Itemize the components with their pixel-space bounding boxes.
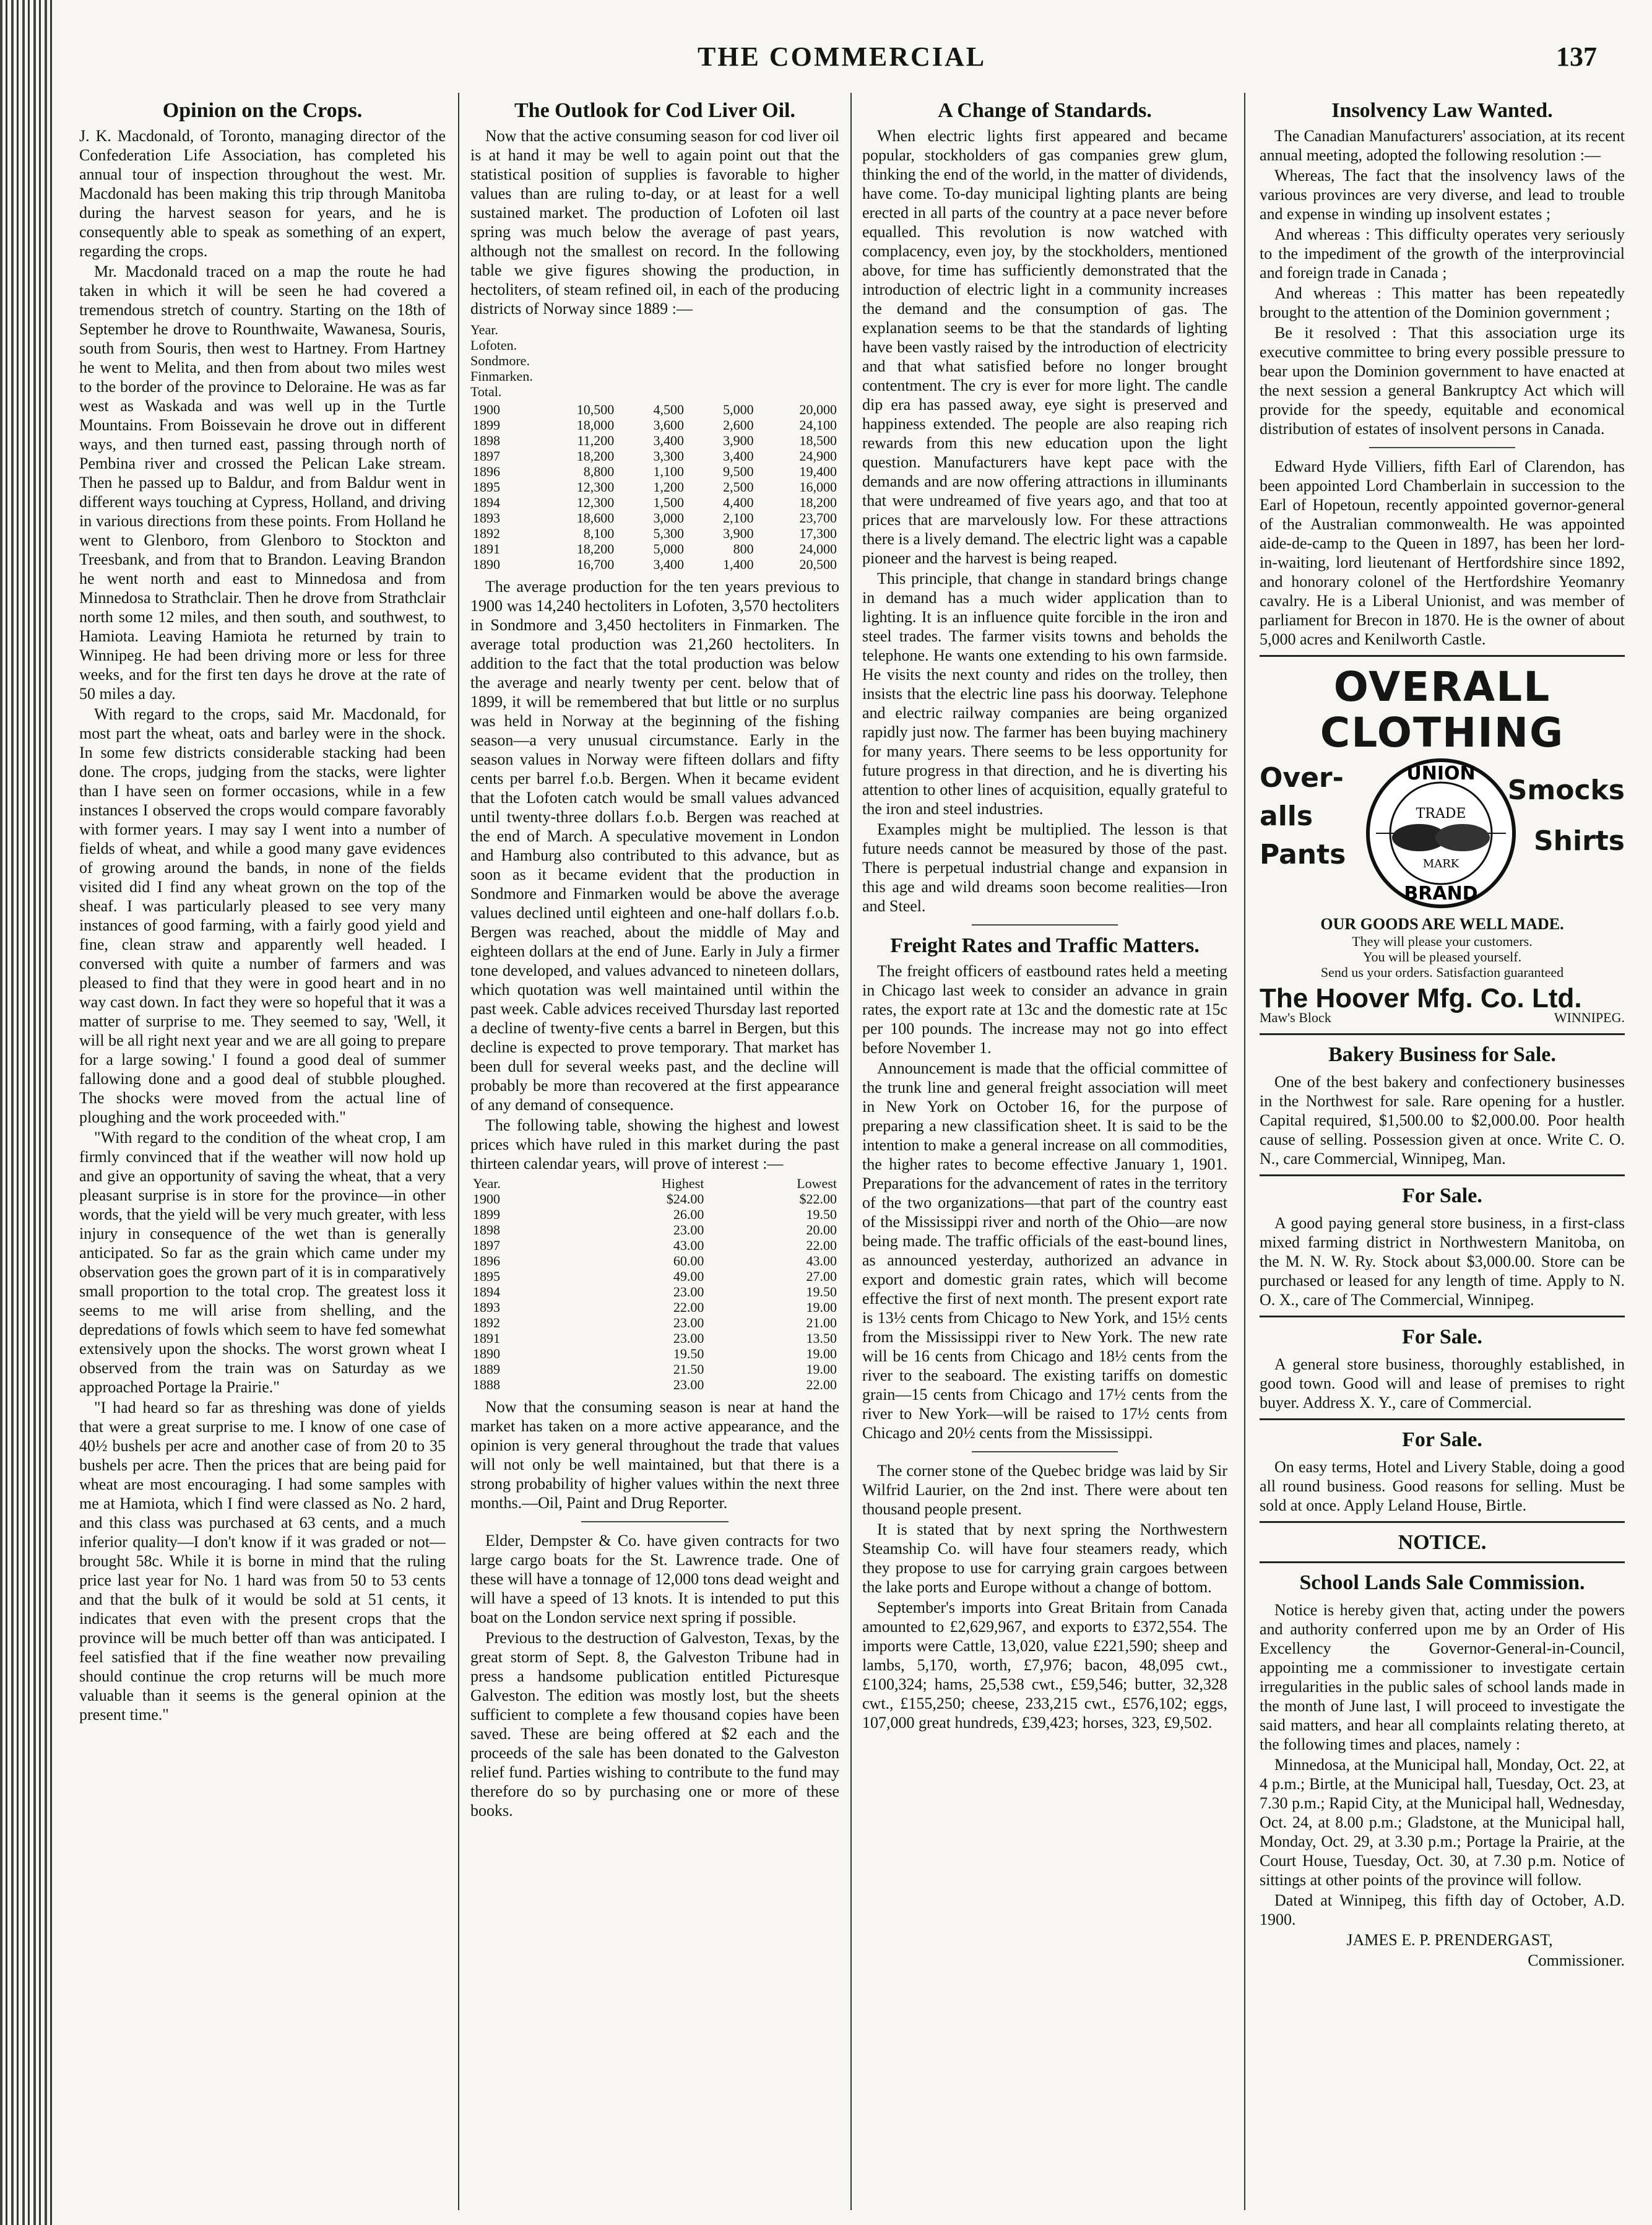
- table-cell: 3,400: [653, 557, 684, 572]
- divider: [972, 924, 1118, 926]
- table-header: Lowest: [797, 1176, 837, 1191]
- table-cell: 18,000: [576, 417, 615, 433]
- paragraph: Now that the consuming season is near at hand the market has taken on a more active appearance, and the opinion is very general throughout the trade that values will not only be well maintained, but that there is a strong probability of higher values within the next three months.—Oil, Paint and Drug Reporter.: [470, 1398, 839, 1512]
- table-row: [470, 433, 839, 448]
- table-label: Sondmore.: [470, 353, 530, 368]
- ad-word: Smocks: [1507, 774, 1625, 806]
- column-rule: [850, 93, 852, 2210]
- column-rule: [458, 93, 459, 2210]
- table-cell: 5,000: [653, 541, 684, 557]
- paragraph: The corner stone of the Quebec bridge was laid by Sir Wilfrid Laurier, on the 2nd inst. There were about ten thousand people present.: [862, 1462, 1227, 1518]
- table-row: [470, 510, 839, 526]
- table-row: [470, 1330, 839, 1346]
- table-cell: 1,100: [653, 464, 684, 479]
- table-cell: 3,600: [653, 417, 684, 433]
- table-cell: 4,400: [723, 495, 754, 510]
- paragraph: The following table, showing the highest and lowest prices which have ruled in this market during the past thirteen calendar years, will prove of interest :—: [470, 1116, 839, 1173]
- article-title: The Outlook for Cod Liver Oil.: [514, 99, 795, 122]
- table-cell: 24,100: [799, 417, 837, 433]
- table-cell: 3,400: [653, 433, 684, 448]
- table-cell: 18,200: [576, 541, 615, 557]
- table-cell: 8,800: [583, 464, 615, 479]
- table-cell: 43.00: [673, 1238, 704, 1253]
- table-cell: 22.00: [673, 1299, 704, 1315]
- table-cell: 20,000: [799, 402, 837, 417]
- table-cell: 19.00: [806, 1361, 837, 1377]
- table-cell: 1897: [473, 448, 500, 464]
- notice-title: NOTICE.: [1398, 1531, 1487, 1554]
- seal-bottom-text: BRAND: [1404, 883, 1478, 904]
- ad-rule: [1260, 1418, 1625, 1420]
- table-cell: 23.00: [673, 1315, 704, 1330]
- ad-word: Pants: [1260, 839, 1346, 870]
- ad-title: OVERALL CLOTHING: [1320, 663, 1565, 757]
- paragraph: Be it resolved : That this association urge its executive committee to bring every possible pressure to bear upon the Dominion government to have enacted at the next session a general Bankruptcy Act which will provide for the speedy, equitable and economical distribution of estates of insolvent persons in Canada.: [1260, 324, 1625, 438]
- ad-word: alls: [1260, 800, 1313, 832]
- table-cell: 2,100: [723, 510, 754, 526]
- table-cell: 3,300: [653, 448, 684, 464]
- table-cell: 1900: [473, 1191, 500, 1207]
- table-cell: 23,700: [799, 510, 837, 526]
- table-cell: 800: [733, 541, 754, 557]
- sale-title: For Sale.: [1402, 1325, 1482, 1348]
- sale-text: A good paying general store business, in a first-class mixed farming district in Northwestern Manitoba, on the M. N. W. Ry. Stock about $3,000.00. Store can be purchased or leased for any length of time. Apply to N. O. X., care of The Commercial, Winnipeg.: [1260, 1214, 1625, 1309]
- table-row: [470, 448, 839, 464]
- table-cell: 1897: [473, 1238, 500, 1253]
- table-cell: 1896: [473, 1253, 500, 1269]
- table-cell: 5,000: [723, 402, 754, 417]
- table-row: [470, 1377, 839, 1392]
- sale-title: For Sale.: [1402, 1428, 1482, 1451]
- paragraph: With regard to the crops, said Mr. Macdonald, for most part the wheat, oats and barley were in the shock. In some few districts considerable stacking had been done. The crops, judging from the stacks, were lighter than I have seen on former occasions, while in a few instances I observed the crops would compare favorably with former years. I may say I went into a number of fields of wheat, and while a good many gave evidences of growing around the bands, in none of the fields visited did I find any wheat grown on the top of the sheaf. I was particularly pleased to see very many instances of good farming, with a fairly good yield and fine, clean straw and apparently well headed. I conversed with quite a number of farmers and was pleased to find that they were in good heart and in no way cast down. In fact they were so hopeful that it was a matter of surprise to me. They seemed to say, 'Well, it will be all right next year and we are all going to prepare for a large sowing.' I found a good deal of summer fallowing done and a good deal of stubble ploughed. The shocks were moved from the actual line of ploughing and the work proceeded with.": [79, 705, 446, 1126]
- table-cell: 1893: [473, 510, 500, 526]
- table-label: Year.: [470, 322, 498, 337]
- column-cod-liver-oil: [470, 93, 839, 2210]
- table-cell: 43.00: [806, 1253, 837, 1269]
- ad-word: Over-: [1260, 762, 1344, 794]
- table-row: [470, 1191, 839, 1207]
- table-cell: 1899: [473, 417, 500, 433]
- table-cell: 19,400: [799, 464, 837, 479]
- table-cell: 9,500: [723, 464, 754, 479]
- table-cell: 4,500: [653, 402, 684, 417]
- ad-rule: [1260, 1561, 1625, 1563]
- table-cell: 23.00: [673, 1377, 704, 1392]
- table-row: [470, 479, 839, 495]
- ad-rule: [1260, 1316, 1625, 1317]
- paragraph: Edward Hyde Villiers, fifth Earl of Clarendon, has been appointed Lord Chamberlain in succession to the Earl of Hopetoun, recently appointed governor-general of the Australian commonwealth. He was appointed aide-de-camp to the Queen in 1897, has been her lord-in-waiting, lord lieutenant of Hertfordshire since 1892, and honorary colonel of the Hertfordshire Yeomanry cavalry. He is a Liberal Unionist, and was member of parliament for Brecon in 1870. He is the owner of about 5,000 acres and Kenilworth Castle.: [1260, 458, 1625, 648]
- ad-subline: You will be pleased yourself.: [1362, 949, 1522, 965]
- paragraph: Previous to the destruction of Galveston, Texas, by the great storm of Sept. 8, the Galveston Tribune had in press a handsome publication entitled Picturesque Galveston. The edition was mostly lost, but the sheets sufficient to complete a few thousand copies have been saved. These are being offered at $2 each and the proceeds of the sale has been donated to the Galveston relief fund. Parties wishing to contribute to the fund may therefore do so by purchasing one or more of these books.: [470, 1629, 839, 1819]
- ad-rule: [1260, 655, 1625, 657]
- table-cell: 1891: [473, 1330, 500, 1346]
- table-cell: 16,000: [799, 479, 837, 495]
- masthead-title: THE COMMERCIAL: [697, 41, 987, 72]
- table-cell: 1892: [473, 526, 500, 541]
- table-row: [470, 417, 839, 433]
- paragraph: The freight officers of eastbound rates held a meeting in Chicago last week to consider an advance in grain rates, the export rate at 13c and the domestic rate at 15c per 100 pounds. The increase may not go into effect before November 1.: [862, 962, 1227, 1057]
- table-cell: 18,500: [799, 433, 837, 448]
- table-cell: 1892: [473, 1315, 500, 1330]
- table-cell: 18,600: [576, 510, 615, 526]
- table-cell: 1894: [473, 1284, 500, 1299]
- page-header: [62, 41, 1622, 84]
- table-cell: 19.50: [673, 1346, 704, 1361]
- table-cell: 1890: [473, 1346, 500, 1361]
- table-cell: 1899: [473, 1207, 500, 1222]
- sale-title: Bakery Business for Sale.: [1328, 1043, 1556, 1066]
- table-row: [470, 1361, 839, 1377]
- table-cell: 22.00: [806, 1238, 837, 1253]
- address-city: WINNIPEG.: [1554, 1010, 1625, 1025]
- paragraph: "With regard to the condition of the wheat crop, I am firmly convinced that if the weather will now hold up and give an opportunity of saving the wheat, that a very pleasant surprise is in store for the province—in other words, that the yield will be very much greater, with less injury in consequence of the wet than is generally anticipated. So far as the grain which came under my observation goes the grown part of it is in comparatively small proportion to the total crop. The greatest loss it seems to me will arise from shelling, and the depredations of fowls which seem to have fed somewhat extensively upon the shocks. The worst grown wheat I observed from the train was on Saturday as we approached Portage la Prairie.": [79, 1129, 446, 1396]
- table-cell: 3,400: [723, 448, 754, 464]
- table-cell: 1888: [473, 1377, 500, 1392]
- table-cell: 49.00: [673, 1269, 704, 1284]
- table-cell: 26.00: [673, 1207, 704, 1222]
- ad-rule: [1260, 1521, 1625, 1523]
- paragraph: And whereas : This matter has been repeatedly brought to the attention of the Dominion government ;: [1260, 284, 1625, 321]
- price-table: [470, 1176, 839, 1392]
- table-cell: 1,500: [653, 495, 684, 510]
- paragraph: When electric lights first appeared and became popular, stockholders of gas companies grew glum, thinking the end of the world, in the matter of dividends, have come. To-day municipal lighting plants are being erected in all parts of the country at a pace never before equalled. This revolution is now watched with complacency, even joy, by the stockholders, mentioned above, for time has sufficiently demonstrated that the introduction of electric light in a community increases the demand and the consumption of gas. The explanation seems to be that the standards of lighting have been vastly raised by the introduction of electricity and that what satisfied before no longer brought contentment. The cry is ever for more light. The candle dip era has passed away, eye sight is preserved and happiness extended. The people are also reaping rich rewards from this new education upon the light question. Manufacturers have kept pace with the demands and are now offering attractions in illuminants that were undreamed of five years ago, and that too at prices that are marvelously low. For these attractions there is a lively demand. The electric light was a capable pioneer and the harvest is being reaped.: [862, 127, 1227, 567]
- table-cell: 1890: [473, 557, 500, 572]
- ad-rule: [1260, 1033, 1625, 1035]
- table-cell: 19.00: [806, 1346, 837, 1361]
- table-row: [470, 1315, 839, 1330]
- seal-mid-text: TRADE: [1416, 806, 1466, 822]
- table-cell: 19.50: [806, 1207, 837, 1222]
- ad-word: Shirts: [1533, 825, 1625, 857]
- paragraph: Now that the active consuming season for cod liver oil is at hand it may be well to again point out that the statistical position of supplies is favorable to higher values than are ruling to-day, or at least for a well sustained market. The production of Lofoten oil last spring was much below the average of past years, although not the smallest on record. In the following table we give figures showing the production, in hectoliters, of steam refined oil, in each of the producing districts of Norway since 1889 :—: [470, 127, 839, 318]
- paragraph: Elder, Dempster & Co. have given contracts for two large cargo boats for the St. Lawrence trade. One of these will have a tonnage of 12,000 tons dead weight and will have a speed of 13 knots. It is intended to put this boat on the London service next spring if possible.: [470, 1532, 839, 1626]
- ad-rule: [1260, 1174, 1625, 1176]
- table-cell: 60.00: [673, 1253, 704, 1269]
- sale-text: One of the best bakery and confectionery businesses in the Northwest for sale. Rare opening for a hustler. Capital required, $1,500.00 to $2,000.00. Poor health cause of selling. Possession given at once. Write C. O. N., care Commercial, Winnipeg, Man.: [1260, 1073, 1625, 1168]
- table-cell: 2,600: [723, 417, 754, 433]
- notice-text: Notice is hereby given that, acting under the powers and authority conferred upon me by an Order of His Excellency the Governor-General-in-Council, appointing me a commissioner to investigate certain irregularities in the public sales of school lands made in the month of June last, I will proceed to investigate the said matters, and hear all complaints relating thereto, at the following times and places, namely :: [1260, 1601, 1625, 1753]
- column-notices: [1260, 93, 1625, 2210]
- divider: [1369, 447, 1515, 448]
- paragraph: J. K. Macdonald, of Toronto, managing director of the Confederation Life Association, has completed his annual tour of inspection throughout the west. Mr. Macdonald has been making this trip through Manitoba during the harvest season for years, and he is consequently able to speak as something of an expert, regarding the crops.: [79, 127, 446, 260]
- paragraph: This principle, that change in standard brings change in demand has a much wider application than to lighting. It is an influence quite forcible in the iron and steel trades. The farmer visits towns and beholds the telephone. He wants one extending to his own farmside. He visits the next county and rides on the trolley, then insists that the electric line pass his doorway. Telephone and electric railway companies are being organized rapidly just now. The farmer has been buying machinery for many years. There seems to be less opportunity for future progress in that direction, and he is diverting his attention to other lines of acquisition, equally grateful to the iron and steel industries.: [862, 570, 1227, 818]
- table-labels: [470, 322, 839, 399]
- production-table: [470, 402, 839, 572]
- divider: [972, 1451, 1118, 1452]
- table-row: [470, 541, 839, 557]
- table-cell: $24.00: [666, 1191, 704, 1207]
- table-row: [470, 1284, 839, 1299]
- table-cell: 19.00: [806, 1299, 837, 1315]
- table-row: [470, 1253, 839, 1269]
- table-cell: 24,900: [799, 448, 837, 464]
- table-cell: 20,500: [799, 557, 837, 572]
- seal-top-text: UNION: [1406, 763, 1476, 784]
- paragraph: And whereas : This difficulty operates very seriously to the impediment of the growth of the interprovincial and foreign trade in Canada ;: [1260, 225, 1625, 282]
- overall-clothing-advertisement: [1260, 664, 1625, 1027]
- paragraph: Examples might be multiplied. The lesson is that future needs cannot be measured by those of the past. There is perpetual industrial change and expansion in this age and wild dreams soon become realities—Iron and Steel.: [862, 820, 1227, 915]
- table-row: [470, 495, 839, 510]
- table-cell: 22.00: [806, 1377, 837, 1392]
- paragraph: Announcement is made that the official committee of the trunk line and general freight association will meet in New York on October 16, for the purpose of preparing a new classification sheet. It is said to be the intention to make a general increase on all commodities, the higher rates to become effective January 1, 1901. Preparations for the advancement of rates in the territory of the two organizations—that part of the country east of the Mississippi river and north of the Ohio—are now being made. The traffic officials of the east-bound lines, as announced yesterday, authorized an advance in export and domestic grain rates, which will become effective the first of next month. The present export rate is 13½ cents from Chicago to New York, and 15½ cents from the Mississippi river to New York. The new rate will be 16 cents from Chicago and 18½ cents from the river to the seaboard. The existing tariffs on domestic grain—15 cents from Chicago and 17½ cents from the river to New York—will be raised to 17½ cents from Chicago and 20½ cents from the Mississippi.: [862, 1059, 1227, 1442]
- table-cell: 21.50: [673, 1361, 704, 1377]
- table-row: [470, 1299, 839, 1315]
- table-cell: 10,500: [576, 402, 615, 417]
- paragraph: Whereas, The fact that the insolvency laws of the various provinces are very diverse, and lead to trouble and expense in winding up insolvent estates ;: [1260, 167, 1625, 223]
- table-cell: $22.00: [799, 1191, 837, 1207]
- address-street: Maw's Block: [1260, 1010, 1331, 1025]
- table-cell: 1,200: [653, 479, 684, 495]
- notice-subtitle: School Lands Sale Commission.: [1299, 1571, 1585, 1594]
- union-trade-mark-seal-icon: [1364, 756, 1518, 911]
- table-cell: 1895: [473, 1269, 500, 1284]
- paragraph: The Canadian Manufacturers' association, at its recent annual meeting, adopted the following resolution :—: [1260, 127, 1625, 164]
- table-cell: 13.50: [806, 1330, 837, 1346]
- sale-text: On easy terms, Hotel and Livery Stable, doing a good all round business. Good reasons for selling. Must be sold at once. Apply Leland House, Birtle.: [1260, 1458, 1625, 1514]
- article-title: A Change of Standards.: [938, 99, 1152, 122]
- paragraph: Mr. Macdonald traced on a map the route he had taken in which it will be seen he had covered a tremendous stretch of country. Starting on the 18th of September he drove to Rounthwaite, Wawanesa, Souris, south from Souris, then west to Hartney. From Hartney he went to Melita, and then from about two miles west to the border of the province to Deloraine. He was as far west as Waskada and was well up in the Turtle Mountains. From Boissevain he drove out in different ways, and then turned east, passing through north of Pembina river and crossed the Pelican Lake stream. Then he passed up to Baldur, and from Baldur went in different ways touching at Cypress, Holland, and driving in various directions from these points. From Holland he went to Glenboro, from Glenboro to Stockton and Treesbank, and from that to Brandon. Leaving Brandon he went north and east to Minnedosa and from Minnedosa to Strathclair. Then he drove from Strathclair north some 12 miles, and then south, and southwest, to Hamiota. Leaving Hamiota he returned by train to Winnipeg. He had been driving more or less for three weeks, and for the first ten days he drove at the rate of 50 miles a day.: [79, 262, 446, 703]
- company-name: The Hoover Mfg. Co. Ltd.: [1260, 983, 1582, 1013]
- column-opinion-on-crops: [79, 93, 446, 2210]
- table-row: [470, 1346, 839, 1361]
- table-header: Highest: [661, 1176, 704, 1191]
- table-cell: 1893: [473, 1299, 500, 1315]
- column-rule: [1244, 93, 1245, 2210]
- table-header: Year.: [473, 1176, 501, 1191]
- table-cell: 3,900: [723, 433, 754, 448]
- table-cell: 16,700: [576, 557, 615, 572]
- table-cell: 1898: [473, 1222, 500, 1238]
- table-cell: 23.00: [673, 1330, 704, 1346]
- table-cell: 1896: [473, 464, 500, 479]
- paragraph: The average production for the ten years previous to 1900 was 14,240 hectoliters in Lofoten, 3,570 hectoliters in Sondmore and 3,450 hectoliters in Finmarken. The average total production was 21,260 hectoliters. In addition to the fact that the total production was below the average and nearly twenty per cent. below that of 1899, it will be remembered that but little or no surplus was held in Norway at the beginning of the fishing season—a very unusual circumstance. Early in the season values in Norway were fifteen dollars and fifty cents per barrel f.o.b. Bergen. When it became evident that the Lofoten catch would be small values advanced until twenty-three dollars f.o.b. Bergen was reached at the end of March. A speculative movement in London and Hamburg also contributed to this advance, but as soon as it became evident that the production in Sondmore and Finmarken would be above the average values declined until eighteen and one-half dollars f.o.b. Bergen was reached, about the middle of May and eighteen dollars at the end of June. Early in July a firmer tone developed, and values advanced to nineteen dollars, which quotation was well maintained until within the past week. Cable advices received Thursday last reported a decline of twenty-five cents a barrel in Bergen, but this decline is expected to prove temporary. That market has been dull for several weeks past, and the decline will probably be more than recovered at the first appearance of any demand of consequence.: [470, 578, 839, 1114]
- binding-edge: [0, 0, 54, 2225]
- table-row: [470, 526, 839, 541]
- table-cell: 1898: [473, 433, 500, 448]
- table-cell: 19.50: [806, 1284, 837, 1299]
- table-cell: 12,300: [576, 495, 615, 510]
- table-cell: 1889: [473, 1361, 500, 1377]
- sale-title: For Sale.: [1402, 1184, 1482, 1207]
- notice-text: Minnedosa, at the Municipal hall, Monday, Oct. 22, at 4 p.m.; Birtle, at the Municipal hall, Tuesday, Oct. 23, at 7.30 p.m.; Rapid City, at the Municipal hall, Wednesday, Oct. 24, at 8.00 p.m.; Gladstone, at the Municipal hall, Monday, Oct. 29, at 3.30 p.m.; Portage la Prairie, at the Court House, Tuesday, Oct. 30, at 7.30 p.m. Notice of sittings at other points of the province will follow.: [1260, 1756, 1625, 1889]
- table-cell: 1900: [473, 402, 500, 417]
- table-row: [470, 1238, 839, 1253]
- table-cell: 18,200: [576, 448, 615, 464]
- table-cell: 23.00: [673, 1222, 704, 1238]
- ad-subline: They will please your customers.: [1352, 934, 1533, 949]
- table-cell: 27.00: [806, 1269, 837, 1284]
- notice-date: Dated at Winnipeg, this fifth day of October, A.D. 1900.: [1260, 1891, 1625, 1928]
- article-title: Opinion on the Crops.: [162, 99, 363, 122]
- ad-tagline: OUR GOODS ARE WELL MADE.: [1320, 915, 1564, 933]
- table-cell: 2,500: [723, 479, 754, 495]
- divider: [581, 1521, 729, 1522]
- table-row: [470, 1207, 839, 1222]
- table-cell: 5,300: [653, 526, 684, 541]
- table-label: Finmarken.: [470, 368, 533, 384]
- table-label: Total.: [470, 384, 502, 399]
- sale-text: A general store business, thoroughly established, in good town. Good will and lease of premises to right buyer. Address X. Y., care of Commercial.: [1260, 1355, 1625, 1412]
- table-row: [470, 1269, 839, 1284]
- paragraph: It is stated that by next spring the Northwestern Steamship Co. will have four steamers ready, which they propose to use for carrying grain cargoes between the lake ports and Europe without a change of bottom.: [862, 1520, 1227, 1596]
- table-cell: 24,000: [799, 541, 837, 557]
- table-cell: 3,000: [653, 510, 684, 526]
- table-row: [470, 402, 839, 417]
- table-cell: 1891: [473, 541, 500, 557]
- notice-signature: JAMES E. P. PRENDERGAST,: [1346, 1931, 1553, 1949]
- ad-body: [1260, 756, 1625, 911]
- paragraph: "I had heard so far as threshing was done of yields that were a great surprise to me. I know of one case of 40½ bushels per acre and another case of from 20 to 35 bushels per acre. Then the prices that are being paid for wheat are most encouraging. I had some samples with me at Hamiota, which I find were classed as No. 2 hard, and this class was purchased at 63 cents, and a much inferior quality—I don't know if it was graded or not—brought 58c. While it is borne in mind that the ruling price last year for No. 1 hard was from 50 to 53 cents and that the bulk of it would be sold at 51 cents, it indicates that even with the present crops that the province will be much better off than was anticipated. I feel satisfied that if the fine weather now prevailing should continue the crop returns will be much more valuable than it seems is the general opinion at the present time.": [79, 1399, 446, 1724]
- column-change-of-standards: [862, 93, 1227, 2210]
- paragraph: September's imports into Great Britain from Canada amounted to £2,629,967, and exports to £372,554. The imports were Cattle, 13,020, value £221,590; sheep and lambs, 5,170, worth, £7,976; bacon, 48,095 cwt., £100,324; hams, 25,538 cwt., £59,546; butter, 32,328 cwt., £155,250; cheese, 233,215 cwt., £576,102; eggs, 107,000 great hundreds, £39,423; horses, 323, £9,502.: [862, 1598, 1227, 1732]
- notice-role: Commissioner.: [1528, 1951, 1625, 1969]
- table-cell: 18,200: [799, 495, 837, 510]
- page-number: 137: [1556, 41, 1597, 72]
- article-title: Insolvency Law Wanted.: [1331, 99, 1553, 122]
- table-label: Lofoten.: [470, 337, 517, 353]
- table-cell: 3,900: [723, 526, 754, 541]
- ad-subline: Send us your orders. Satisfaction guaranteed: [1320, 965, 1564, 980]
- table-row: [470, 1222, 839, 1238]
- table-row: [470, 464, 839, 479]
- article-title: Freight Rates and Traffic Matters.: [890, 934, 1200, 957]
- table-cell: 17,300: [799, 526, 837, 541]
- seal-mark-text: MARK: [1422, 857, 1460, 870]
- table-cell: 23.00: [673, 1284, 704, 1299]
- table-row: [470, 557, 839, 572]
- table-cell: 21.00: [806, 1315, 837, 1330]
- table-cell: 20.00: [806, 1222, 837, 1238]
- table-header-row: [470, 1176, 839, 1191]
- table-cell: 11,200: [577, 433, 615, 448]
- table-cell: 1,400: [723, 557, 754, 572]
- table-cell: 1895: [473, 479, 500, 495]
- table-cell: 12,300: [576, 479, 615, 495]
- table-cell: 1894: [473, 495, 500, 510]
- table-cell: 8,100: [583, 526, 615, 541]
